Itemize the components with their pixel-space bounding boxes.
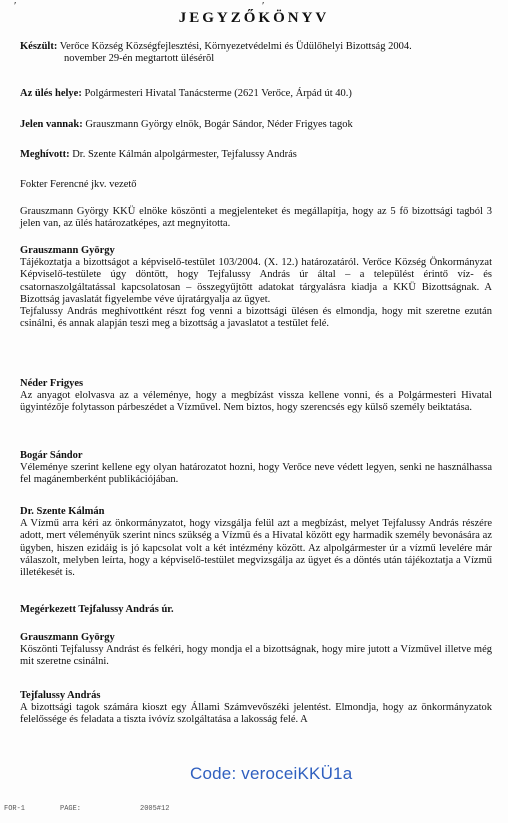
speaker-name: Néder Frigyes (20, 378, 84, 389)
document-title: JEGYZŐKÖNYV (178, 10, 330, 26)
section-grauszmann-2 (20, 632, 492, 669)
footer-mark: 2005#12 (140, 805, 170, 813)
invited-label: Meghívott: (20, 149, 70, 160)
speaker-name: Bogár Sándor (20, 450, 83, 461)
speaker-text-2: Tejfalussy András meghívottként részt fog venni a bizottsági ülésen és elmondja, hogy mit szeretne ezután csinálni, és annak alapján teszi meg a bizottság a javaslatot a testület felé. (20, 306, 492, 330)
speaker-name: Grauszmann György (20, 245, 115, 256)
present-line (20, 119, 492, 131)
present-text: Grauszmann György elnök, Bogár Sándor, Néder Frigyes tagok (85, 119, 353, 130)
arrival-note: Megérkezett Tejfalussy András úr. (20, 604, 174, 615)
recorder-text: Fokter Ferencné jkv. vezető (20, 179, 137, 190)
speaker-name: Grauszmann György (20, 632, 115, 643)
speaker-text: A Vízmű arra kéri az önkormányzatot, hogy vizsgálja felül azt a megbízást, melyet Tejfalussy András részére adott, mert véleményük szerint nincs szükség a Vízmű és a Hivatal között egy harmadik személy bevonására az ügyben, hiszen ezidáig is jó kapcsolat volt a két intézmény között. Az alpolgármester úr a vízmű levelére már válaszolt, melyben leírta, hogy a képviselő-testület megvizsgálja az ügyet és a döntés után tájékoztatja a Vízmű illetékesét is. (20, 518, 492, 579)
code-label: Code: veroceiKKÜ1a (190, 764, 353, 783)
scan-mark: ʹ (14, 0, 17, 12)
speaker-text: A bizottsági tagok számára kioszt egy Állami Számvevőszéki jelentést. Elmondja, hogy az önkormányzatok felelőssége és feladata a tiszta ivóvíz szolgáltatása a lakosság felé. A (20, 702, 492, 726)
footer-mark: FOR-1 (4, 805, 26, 813)
speaker-text: Véleménye szerint kellene egy olyan határozatot hozni, hogy Verőce neve védett legyen, senki ne használhassa fel magánemberként publikációjában. (20, 462, 492, 486)
scan-mark: ʹ (262, 0, 265, 12)
venue-label: Az ülés helye: (20, 88, 82, 99)
speaker-text: Tájékoztatja a bizottságot a képviselő-testület 103/2004. (X. 12.) határozatáról. Verőce Község Önkormányzat Képviselő-testülete úgy döntött, hogy Tejfalussy András úr által – a települést érintő víz- és csatornaszolgáltatással kapcsolatosan – összegyűjtött adatokat tárgyalásra kiadja a KKÜ Bizottságnak. A Bizottság javaslatát figyelembe véve újratárgyalja az ügyet. (20, 257, 492, 305)
section-arrival (20, 604, 492, 616)
section-szente (20, 506, 492, 579)
speaker-text: Köszönti Tejfalussy Andrást és felkéri, hogy mondja el a bizottságnak, hogy mire jutott a Vízművel illetve még mit szeretne csinálni. (20, 644, 492, 668)
section-tejfalussy (20, 690, 492, 727)
prepared-text: Verőce Község Községfejlesztési, Környezetvédelmi és Üdülőhelyi Bizottság 2004. (59, 41, 412, 52)
section-grauszmann-1 (20, 245, 492, 330)
recorder-line (20, 179, 492, 191)
prepared-line (20, 41, 492, 65)
section-bogar (20, 450, 492, 487)
speaker-name: Dr. Szente Kálmán (20, 506, 105, 517)
footer-mark: PAGE: (60, 805, 82, 813)
speaker-text: Az anyagot elolvasva az a véleménye, hogy a megbízást vissza kellene vonni, és a Polgármesteri Hivatal ügyintézője folytasson párbeszédet a Vízművel. Nem biztos, hogy szerencsés egy külső személy beiktatása. (20, 390, 492, 414)
venue-text: Polgármesteri Hivatal Tanácsterme (2621 Verőce, Árpád út 40.) (84, 88, 352, 99)
opening-paragraph: Grauszmann György KKÜ elnöke köszönti a megjelenteket és megállapítja, hogy az 5 fő bizottsági tagból 3 jelen van, az ülés határozatképes, azt megnyitotta. (20, 206, 492, 230)
speaker-name: Tejfalussy András (20, 690, 101, 701)
venue-line (20, 88, 492, 100)
section-neder (20, 378, 492, 415)
prepared-label: Készült: (20, 41, 58, 52)
prepared-text-2: november 29-én megtartott ülésérõl (64, 53, 215, 65)
invited-text: Dr. Szente Kálmán alpolgármester, Tejfalussy András (72, 149, 297, 160)
present-label: Jelen vannak: (20, 119, 83, 130)
fax-footer-strip (0, 803, 508, 815)
invited-line (20, 149, 492, 161)
